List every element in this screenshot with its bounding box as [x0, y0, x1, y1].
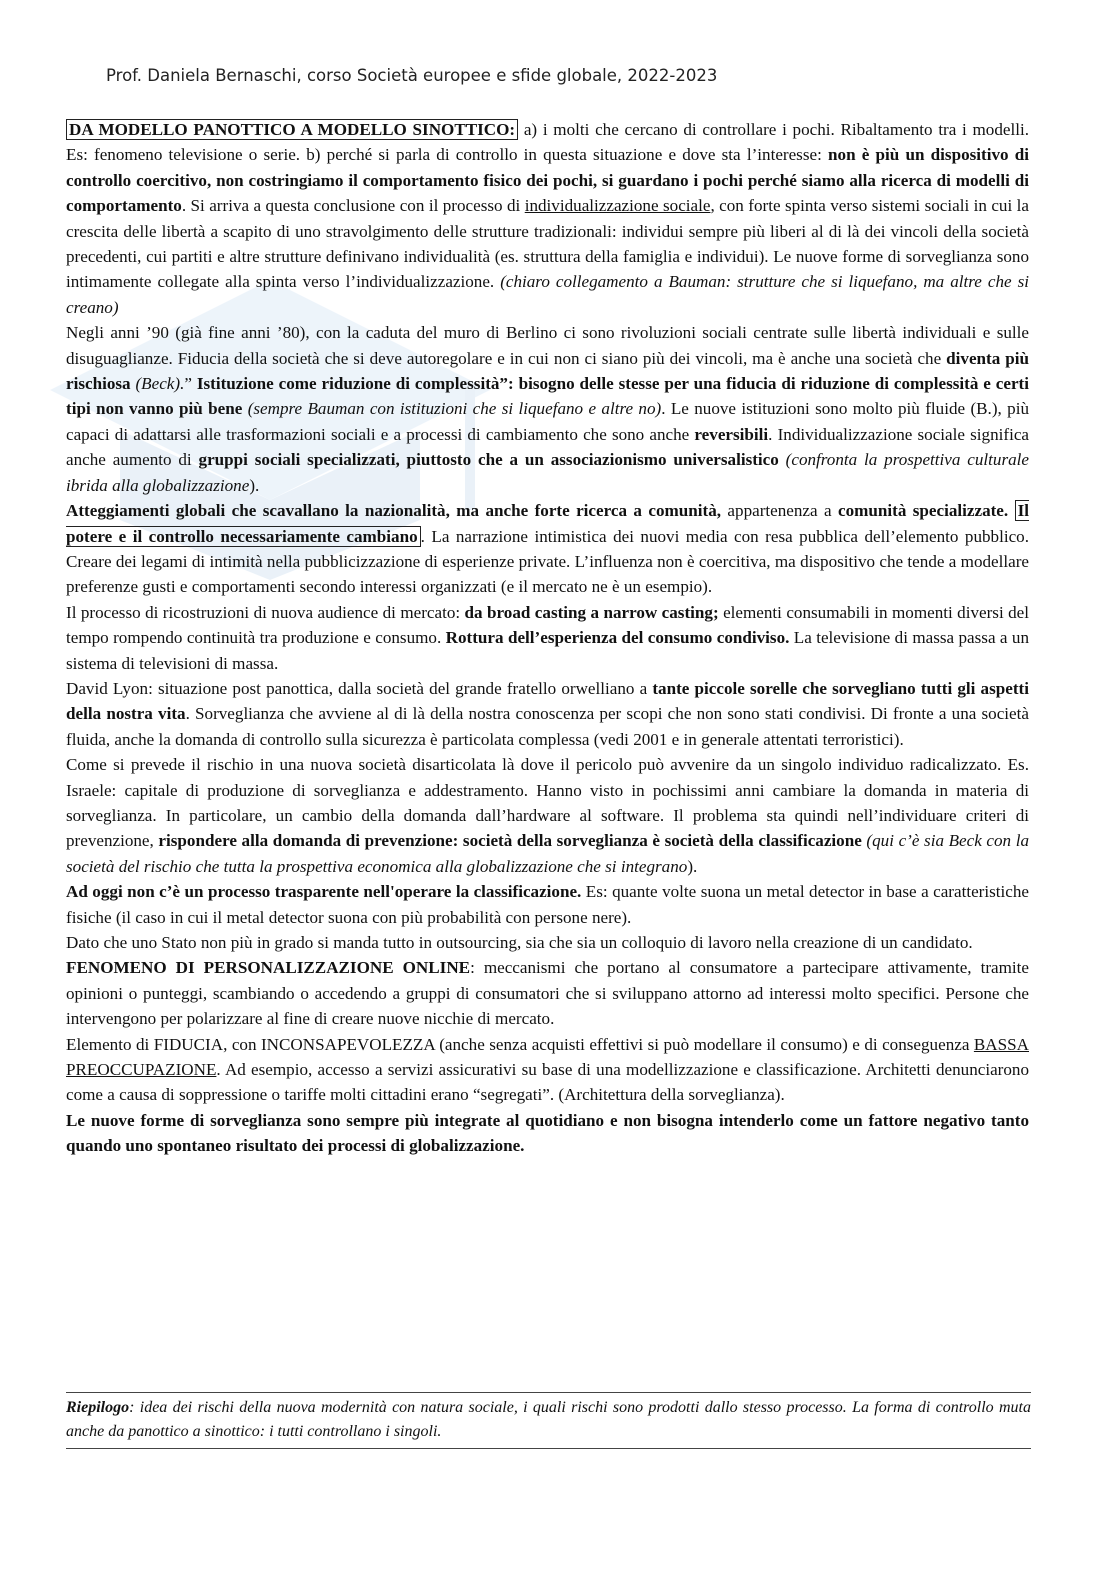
summary-text: : idea dei rischi della nuova modernità con natura sociale, i quali rischi sono prodotti dallo stesso processo. La forma di controllo muta anche da panottico a sinottico: i tutti controllano i singoli. — [66, 1399, 1031, 1440]
paragraph-audience: Il processo di ricostruzioni di nuova audience di mercato: da broad casting a narrow casting; elementi consumabili in momenti diversi del tempo rompendo continuità tra produzione e consumo. Rottura dell’esperienza del consumo condiviso. La televisione di massa passa a un sistema di televisioni di massa. — [66, 602, 1030, 673]
paragraph-anni-90: Negli anni ’90 (già fine anni ’80), con la caduta del muro di Berlino ci sono rivoluzioni sociali centrate sulle libertà individuali e sulle disuguaglianze. Fiducia della società che si deve autoregolare e in cui non ci siano più dei vincoli, ma è anche una società che diventa più rischiosa (Beck).” Istituzione come riduzione di complessità”: bisogno delle stesse per una fiducia di riduzione di complessità e certi tipi non vanno più bene (sempre Bauman con istituzioni che si liquefano e altre no). Le nuove istituzioni sono molto più fluide (B.), più capaci di adattarsi alle trasformazioni sociali e a processi di cambiamento che sono anche reversibili. Individualizzazione sociale significa anche aumento di gruppi sociali specializzati, piuttosto che a un associazionismo universalistico (confronta la prospettiva culturale ibrida alla globalizzazione). — [66, 323, 1029, 495]
summary-label: Riepilogo — [66, 1399, 130, 1416]
page-header: Prof. Daniela Bernaschi, corso Società europee e sfide globale, 2022-2023 — [106, 66, 718, 85]
paragraph-atteggiamenti: Atteggiamenti globali che scavallano la nazionalità, ma anche forte ricerca a comunità, appartenenza a comunità specializzate. Il potere e il controllo necessariamente cambiano . La narrazione intimistica dei nuovi media con resa pubblica dell’elemento pubblico. Creare dei legami di intimità nella pubblicizzazione di esperienze private. L’influenza non è coercitiva, ma dispositivo che tende a modellare preferenze gusti e comportamenti secondo interessi organizzati (e il mercato ne è un esempio). — [66, 501, 1030, 597]
document-body — [66, 117, 1029, 1159]
underlined-term: individualizzazione sociale — [524, 196, 711, 216]
paragraph-classificazione: Ad oggi non c’è un processo trasparente nell'operare la classificazione. Es: quante volte suona un metal detector in base a caratteristiche fisiche (il caso in cui il metal detector suona con più probabilità con persone nere). — [66, 882, 1029, 927]
section-title-panottico: DA MODELLO PANOTTICO A MODELLO SINOTTICO: — [66, 119, 518, 140]
paragraph-outsourcing: Dato che uno Stato non più in grado si manda tutto in outsourcing, sia che sia un colloquio di lavoro nella creazione di un candidato. — [66, 933, 973, 952]
paragraph-fiducia: Elemento di FIDUCIA, con INCONSAPEVOLEZZA (anche senza acquisti effettivi si può modellare il consumo) e di conseguenza BASSA PREOCCUPAZIONE. Ad esempio, accesso a servizi assicurativi su base di una modellizzazione e classificazione. Architetti denunciarono come a causa di soppressione o tariffe molti cittadini erano “segregati”. (Architettura della sorveglianza). — [66, 1034, 1029, 1105]
paragraph-panottico: DA MODELLO PANOTTICO A MODELLO SINOTTICO: a) i molti che cercano di controllare i pochi. Ribaltamento tra i modelli. Es: fenomeno televisione o serie. b) perché si parla di controllo in questa situazione e dove sta l’interesse: non è più un dispositivo di controllo coercitivo, non costringiamo il comportamento fisico dei pochi, si guardano i pochi perché siamo alla ricerca di modelli di comportamento. Si arriva a questa conclusione con il processo di individualizzazione sociale, con forte spinta verso sistemi sociali in cui la crescita delle libertà a scapito di uno stravolgimento delle strutture tradizionali: individui sempre più liberi al di là dei vincoli della società precedenti, cui partiti e altre strutture definivano individualità (es. struttura della famiglia e individui). Le nuove forme di sorveglianza sono intimamente collegate alla spinta verso l’individualizzazione. (chiaro collegamento a Bauman: strutture che si liquefano, ma altre che si creano) — [66, 120, 1030, 317]
paragraph-rischio: Come si prevede il rischio in una nuova società disarticolata là dove il pericolo può avvenire da un singolo individuo radicalizzato. Es. Israele: capitale di produzione di sorveglianza e addestramento. Hanno visto in pochissimi anni cambiare la domanda in materia di sorveglianza. In particolare, un cambio della domanda dall’hardware al software. Il problema sta quindi nell’individuare criteri di prevenzione, rispondere alla domanda di prevenzione: società della sorveglianza è società della classificazione (qui c’è sia Beck con la società del rischio che tutta la prospettiva economica alla globalizzazione che si integrano). — [66, 755, 1030, 876]
paragraph-personalizzazione: FENOMENO DI PERSONALIZZAZIONE ONLINE: meccanismi che portano al consumatore a partecipare attivamente, tramite opinioni o punteggi, scambiando o accedendo a gruppi di consumatori che si sviluppano attorno ad interessi molto specifici. Persone che intervengono per polarizzare al fine di creare nuove nicchie di mercato. — [66, 958, 1029, 1029]
underlined-term: BASSA PREOCCUPAZIONE — [66, 1034, 1029, 1080]
boxed-phrase: Il potere e il controllo necessariamente cambiano — [66, 501, 1029, 546]
paragraph-conclusione: Le nuove forme di sorveglianza sono sempre più integrate al quotidiano e non bisogna intenderlo come un fattore negativo tanto quando uno spontaneo risultato dei processi di globalizzazione. — [66, 1110, 1029, 1156]
paragraph-lyon: David Lyon: situazione post panottica, dalla società del grande fratello orwelliano a tante piccole sorelle che sorvegliano tutti gli aspetti della nostra vita. Sorveglianza che avviene al di là della nostra conoscenza per scopi che non sono stati condivisi. Di fronte a una società fluida, anche la domanda di controllo sulla sicurezza è particolata complessa (vedi 2001 e in generale attentati terroristici). — [66, 678, 1029, 749]
summary-box — [66, 1392, 1031, 1449]
